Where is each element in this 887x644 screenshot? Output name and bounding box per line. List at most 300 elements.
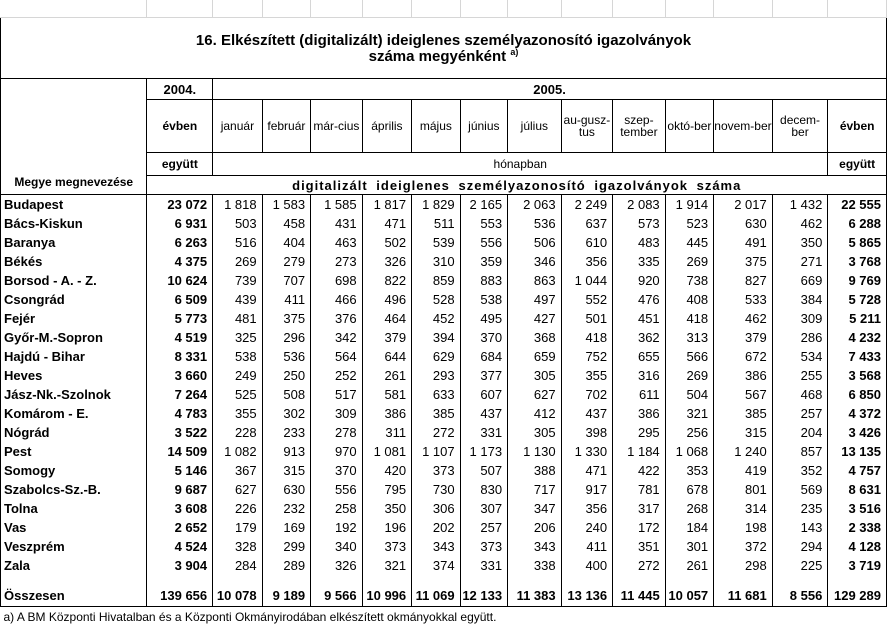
- cell-month-value: 637: [561, 214, 613, 233]
- cell-month-value: 356: [561, 252, 613, 271]
- total-2004: 139 656: [147, 584, 213, 607]
- cell-month-value: 299: [262, 537, 310, 556]
- cell-month-value: 452: [412, 309, 460, 328]
- cell-2005-total: 3 719: [828, 556, 887, 575]
- cell-month-value: 1 184: [613, 442, 666, 461]
- year-2004-header: 2004.: [147, 79, 213, 100]
- cell-month-value: 235: [772, 499, 828, 518]
- cell-month-value: 730: [412, 480, 460, 499]
- cell-month-value: 404: [262, 233, 310, 252]
- cell-2005-total: 6 288: [828, 214, 887, 233]
- cell-month-value: 566: [665, 347, 713, 366]
- cell-month-value: 627: [508, 385, 562, 404]
- cell-month-value: 466: [311, 290, 363, 309]
- cell-month-value: 373: [412, 461, 460, 480]
- cell-month-value: 451: [613, 309, 666, 328]
- cell-month-value: 398: [561, 423, 613, 442]
- cell-month-value: 553: [460, 214, 507, 233]
- cell-month-value: 801: [714, 480, 773, 499]
- cell-month-value: 394: [412, 328, 460, 347]
- cell-month-value: 830: [460, 480, 507, 499]
- cell-2005-total: 5 728: [828, 290, 887, 309]
- cell-month-value: 1 818: [213, 195, 263, 215]
- cell-2004-total: 14 509: [147, 442, 213, 461]
- cell-month-value: 325: [213, 328, 263, 347]
- cell-month-value: 752: [561, 347, 613, 366]
- month-header: január: [213, 100, 263, 153]
- cell-month-value: 431: [311, 214, 363, 233]
- cell-month-value: 373: [362, 537, 412, 556]
- cell-month-value: 233: [262, 423, 310, 442]
- cell-month-value: 374: [412, 556, 460, 575]
- cell-2005-total: 4 372: [828, 404, 887, 423]
- cell-month-value: 556: [311, 480, 363, 499]
- cell-month-value: 184: [665, 518, 713, 537]
- cell-month-value: 508: [262, 385, 310, 404]
- cell-month-value: 273: [311, 252, 363, 271]
- table-row: [1, 518, 887, 537]
- cell-month-value: 1 081: [362, 442, 412, 461]
- table-row: [1, 271, 887, 290]
- cell-2004-total: 4 375: [147, 252, 213, 271]
- cell-month-value: 629: [412, 347, 460, 366]
- cell-month-value: 388: [508, 461, 562, 480]
- title-line-1: 16. Elkészített (digitalizált) ideiglenes személyazonosító igazolványok: [195, 31, 692, 49]
- total-month-value: 12 133: [460, 584, 507, 607]
- county-name: Somogy: [1, 461, 147, 480]
- county-name: Fejér: [1, 309, 147, 328]
- cell-month-value: 698: [311, 271, 363, 290]
- table-row: [1, 556, 887, 575]
- cell-month-value: 412: [508, 404, 562, 423]
- cell-month-value: 228: [213, 423, 263, 442]
- cell-month-value: 511: [412, 214, 460, 233]
- cell-month-value: 362: [613, 328, 666, 347]
- cell-month-value: 370: [311, 461, 363, 480]
- cell-month-value: 294: [772, 537, 828, 556]
- cell-month-value: 261: [362, 366, 412, 385]
- total-month-value: 11 383: [508, 584, 562, 607]
- cell-month-value: 385: [714, 404, 773, 423]
- cell-2004-total: 4 519: [147, 328, 213, 347]
- total-month-value: 13 136: [561, 584, 613, 607]
- cell-month-value: 192: [311, 518, 363, 537]
- cell-month-value: 503: [213, 214, 263, 233]
- cell-2004-total: 3 608: [147, 499, 213, 518]
- spacer-cell: [613, 575, 666, 584]
- cell-month-value: 351: [613, 537, 666, 556]
- table-row: [1, 347, 887, 366]
- cell-month-value: 538: [460, 290, 507, 309]
- cell-month-value: 471: [561, 461, 613, 480]
- footnote: a) A BM Központi Hivatalban és a Központi Okmányirodában elkészített okmányokkal együtt.: [3, 609, 497, 624]
- spacer-cell: [412, 575, 460, 584]
- table-row: [1, 328, 887, 347]
- month-header: au-gusz-tus: [561, 100, 613, 153]
- cell-month-value: 204: [772, 423, 828, 442]
- cell-month-value: 2 017: [714, 195, 773, 215]
- month-header: április: [362, 100, 412, 153]
- spacer-cell: [561, 575, 613, 584]
- cell-month-value: 331: [460, 423, 507, 442]
- county-name: Borsod - A. - Z.: [1, 271, 147, 290]
- cell-month-value: 707: [262, 271, 310, 290]
- cell-month-value: 678: [665, 480, 713, 499]
- cell-month-value: 2 165: [460, 195, 507, 215]
- month-header: novem-ber: [714, 100, 773, 153]
- cell-month-value: 411: [262, 290, 310, 309]
- cell-month-value: 379: [714, 328, 773, 347]
- county-name: Szabolcs-Sz.-B.: [1, 480, 147, 499]
- cell-month-value: 607: [460, 385, 507, 404]
- cell-month-value: 863: [508, 271, 562, 290]
- cell-month-value: 309: [311, 404, 363, 423]
- cell-2005-total: 8 631: [828, 480, 887, 499]
- cell-month-value: 669: [772, 271, 828, 290]
- cell-month-value: 350: [772, 233, 828, 252]
- cell-month-value: 279: [262, 252, 310, 271]
- cell-month-value: 917: [561, 480, 613, 499]
- cell-month-value: 272: [412, 423, 460, 442]
- cell-month-value: 970: [311, 442, 363, 461]
- cell-2004-total: 2 652: [147, 518, 213, 537]
- cell-month-value: 684: [460, 347, 507, 366]
- cell-month-value: 355: [561, 366, 613, 385]
- cell-month-value: 2 083: [613, 195, 666, 215]
- cell-month-value: 525: [213, 385, 263, 404]
- cell-2005-total: 4 757: [828, 461, 887, 480]
- cell-month-value: 179: [213, 518, 263, 537]
- cell-month-value: 552: [561, 290, 613, 309]
- county-name: Zala: [1, 556, 147, 575]
- cell-month-value: 257: [460, 518, 507, 537]
- cell-month-value: 1 107: [412, 442, 460, 461]
- cell-2005-total: 3 568: [828, 366, 887, 385]
- cell-2004-total: 3 904: [147, 556, 213, 575]
- cell-month-value: 335: [613, 252, 666, 271]
- table-row: [1, 290, 887, 309]
- cell-month-value: 257: [772, 404, 828, 423]
- cell-month-value: 458: [262, 214, 310, 233]
- cell-month-value: 269: [665, 366, 713, 385]
- cell-month-value: 321: [362, 556, 412, 575]
- cell-2005-total: 3 426: [828, 423, 887, 442]
- cell-month-value: 326: [311, 556, 363, 575]
- cell-month-value: 533: [714, 290, 773, 309]
- cell-month-value: 343: [412, 537, 460, 556]
- cell-month-value: 298: [714, 556, 773, 575]
- month-header: május: [412, 100, 460, 153]
- cell-month-value: 427: [508, 309, 562, 328]
- county-name: Veszprém: [1, 537, 147, 556]
- cell-2004-total: 7 264: [147, 385, 213, 404]
- cell-month-value: 305: [508, 366, 562, 385]
- cell-month-value: 386: [362, 404, 412, 423]
- cell-month-value: 857: [772, 442, 828, 461]
- cell-month-value: 284: [213, 556, 263, 575]
- spacer-cell: [213, 575, 263, 584]
- cell-month-value: 169: [262, 518, 310, 537]
- cell-month-value: 269: [665, 252, 713, 271]
- spacer-cell: [362, 575, 412, 584]
- cell-month-value: 481: [213, 309, 263, 328]
- cell-month-value: 1 068: [665, 442, 713, 461]
- county-name: Nógrád: [1, 423, 147, 442]
- cell-month-value: 315: [262, 461, 310, 480]
- cell-month-value: 502: [362, 233, 412, 252]
- county-name: Tolna: [1, 499, 147, 518]
- cell-month-value: 1 082: [213, 442, 263, 461]
- cell-month-value: 386: [613, 404, 666, 423]
- title-line-2-text: száma megyénként: [368, 47, 507, 65]
- cell-month-value: 504: [665, 385, 713, 404]
- cell-month-value: 342: [311, 328, 363, 347]
- cell-2004-total: 8 331: [147, 347, 213, 366]
- col-total-egyutt: együtt: [828, 153, 887, 176]
- cell-2004-total: 6 509: [147, 290, 213, 309]
- total-month-value: 10 078: [213, 584, 263, 607]
- cell-month-value: 355: [213, 404, 263, 423]
- cell-month-value: 471: [362, 214, 412, 233]
- cell-month-value: 556: [460, 233, 507, 252]
- cell-month-value: 659: [508, 347, 562, 366]
- unit-header: digitalizált ideiglenes személyazonosító igazolványok száma: [147, 176, 887, 195]
- cell-month-value: 462: [772, 214, 828, 233]
- cell-month-value: 567: [714, 385, 773, 404]
- cell-month-value: 202: [412, 518, 460, 537]
- cell-month-value: 437: [561, 404, 613, 423]
- cell-month-value: 422: [613, 461, 666, 480]
- cell-month-value: 411: [561, 537, 613, 556]
- cell-month-value: 316: [613, 366, 666, 385]
- cell-month-value: 367: [213, 461, 263, 480]
- cell-month-value: 314: [714, 499, 773, 518]
- cell-month-value: 249: [213, 366, 263, 385]
- county-name: Baranya: [1, 233, 147, 252]
- cell-2005-total: 5 865: [828, 233, 887, 252]
- cell-month-value: 384: [772, 290, 828, 309]
- cell-month-value: 198: [714, 518, 773, 537]
- spacer-cell: [714, 575, 773, 584]
- cell-2004-total: 10 624: [147, 271, 213, 290]
- cell-month-value: 302: [262, 404, 310, 423]
- cell-month-value: 143: [772, 518, 828, 537]
- spacer-cell: [262, 575, 310, 584]
- cell-month-value: 305: [508, 423, 562, 442]
- footnote-row: [1, 607, 887, 627]
- cell-month-value: 375: [714, 252, 773, 271]
- cell-month-value: 346: [508, 252, 562, 271]
- county-name: Csongrád: [1, 290, 147, 309]
- cell-month-value: 1 173: [460, 442, 507, 461]
- megye-header: Megye megnevezése: [1, 79, 147, 195]
- table-row: [1, 309, 887, 328]
- cell-month-value: 495: [460, 309, 507, 328]
- honapban-header: hónapban: [213, 153, 828, 176]
- cell-month-value: 310: [412, 252, 460, 271]
- table-row: [1, 537, 887, 556]
- cell-month-value: 315: [714, 423, 773, 442]
- cell-month-value: 255: [772, 366, 828, 385]
- cell-month-value: 1 130: [508, 442, 562, 461]
- cell-month-value: 347: [508, 499, 562, 518]
- spreadsheet-blank-row: [1, 0, 887, 18]
- cell-2005-total: 7 433: [828, 347, 887, 366]
- cell-month-value: 564: [311, 347, 363, 366]
- cell-month-value: 464: [362, 309, 412, 328]
- cell-month-value: 338: [508, 556, 562, 575]
- total-month-value: 11 069: [412, 584, 460, 607]
- cell-month-value: 196: [362, 518, 412, 537]
- cell-2005-total: 4 128: [828, 537, 887, 556]
- cell-month-value: 827: [714, 271, 773, 290]
- cell-month-value: 1 044: [561, 271, 613, 290]
- cell-2005-total: 4 232: [828, 328, 887, 347]
- cell-month-value: 439: [213, 290, 263, 309]
- cell-month-value: 373: [460, 537, 507, 556]
- cell-month-value: 375: [262, 309, 310, 328]
- total-month-value: 11 681: [714, 584, 773, 607]
- total-row: [1, 584, 887, 607]
- cell-month-value: 501: [561, 309, 613, 328]
- table-row: [1, 366, 887, 385]
- cell-2005-total: 9 769: [828, 271, 887, 290]
- county-name: Vas: [1, 518, 147, 537]
- cell-month-value: 859: [412, 271, 460, 290]
- month-header: február: [262, 100, 310, 153]
- cell-month-value: 240: [561, 518, 613, 537]
- cell-month-value: 309: [772, 309, 828, 328]
- table-row: [1, 404, 887, 423]
- table-title: [1, 18, 887, 79]
- cell-month-value: 437: [460, 404, 507, 423]
- table-row: [1, 442, 887, 461]
- cell-month-value: 289: [262, 556, 310, 575]
- cell-month-value: 250: [262, 366, 310, 385]
- cell-month-value: 2 063: [508, 195, 562, 215]
- cell-month-value: 1 817: [362, 195, 412, 215]
- cell-2004-total: 3 660: [147, 366, 213, 385]
- cell-month-value: 507: [460, 461, 507, 480]
- cell-month-value: 293: [412, 366, 460, 385]
- total-month-value: 11 445: [613, 584, 666, 607]
- table-row: [1, 252, 887, 271]
- cell-month-value: 536: [508, 214, 562, 233]
- cell-month-value: 538: [213, 347, 263, 366]
- cell-month-value: 418: [665, 309, 713, 328]
- cell-month-value: 523: [665, 214, 713, 233]
- total-label: Összesen: [1, 584, 147, 607]
- col-2004-evben: évben: [147, 100, 213, 153]
- month-header: szep-tember: [613, 100, 666, 153]
- cell-month-value: 343: [508, 537, 562, 556]
- cell-month-value: 232: [262, 499, 310, 518]
- cell-month-value: 386: [714, 366, 773, 385]
- cell-month-value: 738: [665, 271, 713, 290]
- cell-month-value: 226: [213, 499, 263, 518]
- county-name: Jász-Nk.-Szolnok: [1, 385, 147, 404]
- cell-month-value: 1 240: [714, 442, 773, 461]
- county-name: Bács-Kiskun: [1, 214, 147, 233]
- spacer-cell: [147, 575, 213, 584]
- cell-month-value: 539: [412, 233, 460, 252]
- cell-month-value: 913: [262, 442, 310, 461]
- cell-month-value: 630: [262, 480, 310, 499]
- cell-month-value: 506: [508, 233, 562, 252]
- cell-month-value: 672: [714, 347, 773, 366]
- cell-month-value: 497: [508, 290, 562, 309]
- spacer-cell: [311, 575, 363, 584]
- table-row: [1, 461, 887, 480]
- cell-month-value: 630: [714, 214, 773, 233]
- cell-month-value: 883: [460, 271, 507, 290]
- cell-month-value: 491: [714, 233, 773, 252]
- total-month-value: 10 057: [665, 584, 713, 607]
- cell-2005-total: 13 135: [828, 442, 887, 461]
- cell-2005-total: 2 338: [828, 518, 887, 537]
- cell-2004-total: 4 524: [147, 537, 213, 556]
- title-footnote-mark: a): [510, 46, 519, 57]
- table-row: [1, 385, 887, 404]
- col-2004-egyutt: együtt: [147, 153, 213, 176]
- cell-month-value: 359: [460, 252, 507, 271]
- cell-month-value: 445: [665, 233, 713, 252]
- cell-month-value: 496: [362, 290, 412, 309]
- cell-month-value: 377: [460, 366, 507, 385]
- cell-month-value: 655: [613, 347, 666, 366]
- cell-month-value: 306: [412, 499, 460, 518]
- county-name: Békés: [1, 252, 147, 271]
- month-header: októ-ber: [665, 100, 713, 153]
- cell-month-value: 528: [412, 290, 460, 309]
- cell-month-value: 581: [362, 385, 412, 404]
- table-row: [1, 480, 887, 499]
- total-month-value: 9 189: [262, 584, 310, 607]
- cell-month-value: 476: [613, 290, 666, 309]
- cell-month-value: 627: [213, 480, 263, 499]
- cell-month-value: 352: [772, 461, 828, 480]
- cell-month-value: 256: [665, 423, 713, 442]
- cell-month-value: 379: [362, 328, 412, 347]
- table-row: [1, 423, 887, 442]
- cell-2004-total: 5 773: [147, 309, 213, 328]
- county-name: Győr-M.-Sopron: [1, 328, 147, 347]
- cell-month-value: 633: [412, 385, 460, 404]
- cell-month-value: 462: [714, 309, 773, 328]
- cell-month-value: 340: [311, 537, 363, 556]
- cell-month-value: 286: [772, 328, 828, 347]
- spacer-cell: [772, 575, 828, 584]
- cell-2004-total: 5 146: [147, 461, 213, 480]
- cell-month-value: 331: [460, 556, 507, 575]
- cell-month-value: 408: [665, 290, 713, 309]
- spacer-cell: [828, 575, 887, 584]
- table-row: [1, 499, 887, 518]
- table-row: [1, 195, 887, 215]
- cell-2004-total: 9 687: [147, 480, 213, 499]
- cell-month-value: 1 829: [412, 195, 460, 215]
- cell-month-value: 328: [213, 537, 263, 556]
- cell-month-value: 370: [460, 328, 507, 347]
- cell-month-value: 534: [772, 347, 828, 366]
- cell-month-value: 261: [665, 556, 713, 575]
- spacer-cell: [1, 575, 147, 584]
- month-header: július: [508, 100, 562, 153]
- cell-month-value: 353: [665, 461, 713, 480]
- cell-month-value: 311: [362, 423, 412, 442]
- table-row: [1, 214, 887, 233]
- spacer-cell: [460, 575, 507, 584]
